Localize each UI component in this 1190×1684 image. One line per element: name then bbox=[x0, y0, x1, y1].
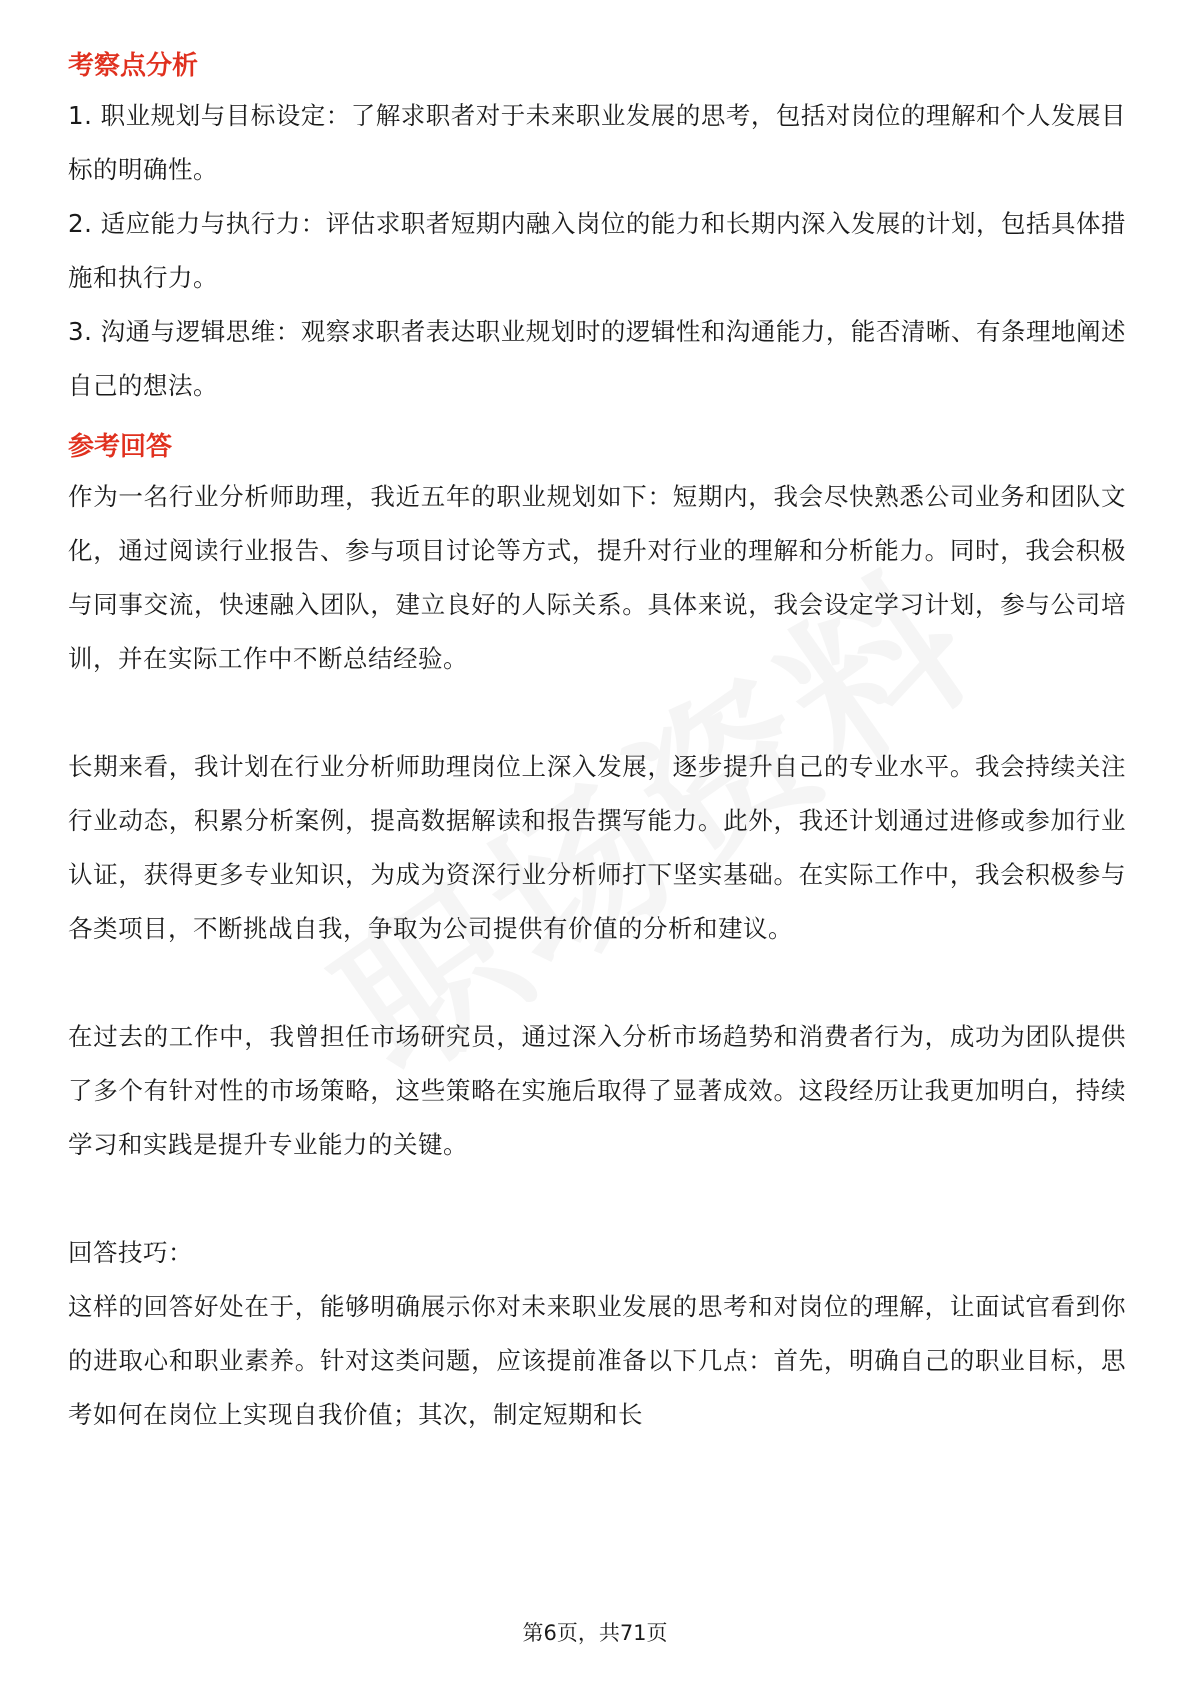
page-content bbox=[68, 46, 1126, 1442]
blank-line bbox=[68, 686, 1126, 740]
analysis-item: 2. 适应能力与执行力：评估求职者短期内融入岗位的能力和长期内深入发展的计划，包括具体措施和执行力。 bbox=[68, 209, 1126, 292]
analysis-item: 1. 职业规划与目标设定：了解求职者对于未来职业发展的思考，包括对岗位的理解和个人发展目标的明确性。 bbox=[68, 101, 1126, 184]
blank-line bbox=[68, 1172, 1126, 1226]
tips-paragraph: 这样的回答好处在于，能够明确展示你对未来职业发展的思考和对岗位的理解，让面试官看到你的进取心和职业素养。针对这类问题，应该提前准备以下几点：首先，明确自己的职业目标，思考如何在岗位上实现自我价值；其次，制定短期和长 bbox=[68, 1292, 1126, 1429]
page-number-footer: 第6页，共71页 bbox=[522, 1621, 668, 1645]
answer-heading: 参考回答 bbox=[68, 432, 173, 462]
answer-paragraph: 作为一名行业分析师助理，我近五年的职业规划如下：短期内，我会尽快熟悉公司业务和团队文化，通过阅读行业报告、参与项目讨论等方式，提升对行业的理解和分析能力。同时，我会积极与同事交流，快速融入团队，建立良好的人际关系。具体来说，我会设定学习计划，参与公司培训，并在实际工作中不断总结经验。 bbox=[68, 482, 1126, 673]
blank-line bbox=[68, 956, 1126, 1010]
answer-paragraph: 在过去的工作中，我曾担任市场研究员，通过深入分析市场趋势和消费者行为，成功为团队提供了多个有针对性的市场策略，这些策略在实施后取得了显著成效。这段经历让我更加明白，持续学习和实践是提升专业能力的关键。 bbox=[68, 1022, 1126, 1159]
analysis-heading: 考察点分析 bbox=[68, 51, 199, 81]
spacer bbox=[68, 413, 1126, 427]
tips-label: 回答技巧： bbox=[68, 1238, 193, 1267]
answer-paragraph: 长期来看，我计划在行业分析师助理岗位上深入发展，逐步提升自己的专业水平。我会持续关注行业动态，积累分析案例，提高数据解读和报告撰写能力。此外，我还计划通过进修或参加行业认证，获得更多专业知识，为成为资深行业分析师打下坚实基础。在实际工作中，我会积极参与各类项目，不断挑战自我，争取为公司提供有价值的分析和建议。 bbox=[68, 752, 1126, 943]
analysis-item: 3. 沟通与逻辑思维：观察求职者表达职业规划时的逻辑性和沟通能力，能否清晰、有条理地阐述自己的想法。 bbox=[68, 317, 1126, 400]
